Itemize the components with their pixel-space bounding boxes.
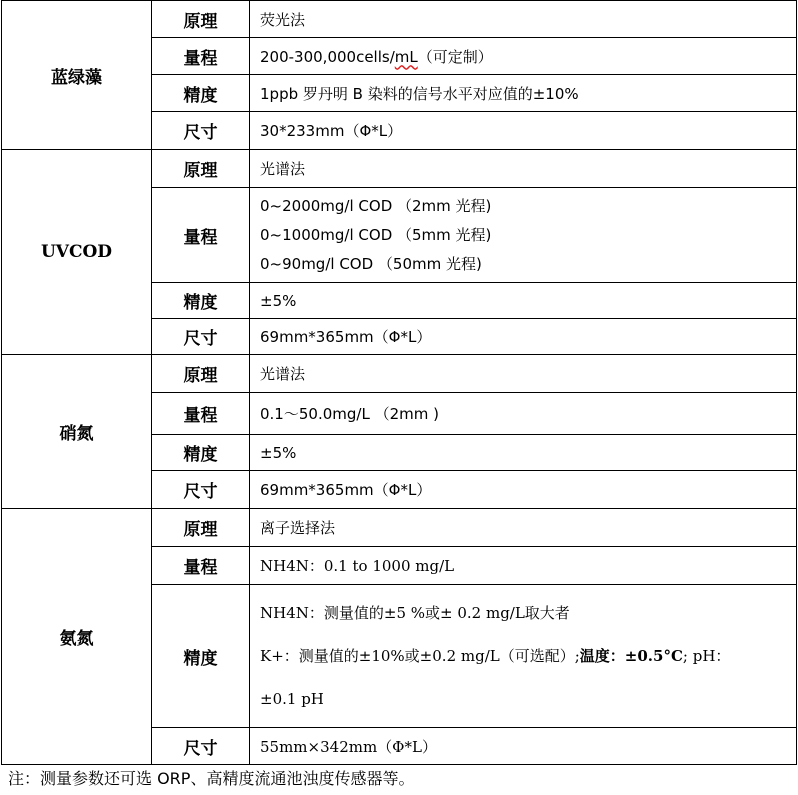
row-label: 量程 xyxy=(152,188,250,283)
table-row xyxy=(2,355,797,393)
row-label: 精度 xyxy=(152,75,250,112)
footnote: 注：测量参数还可选 ORP、高精度流通池浊度传感器等。 xyxy=(8,769,415,788)
temperature-accuracy: 温度：±0.5°C xyxy=(579,646,683,665)
table-row xyxy=(2,509,797,547)
row-label: 尺寸 xyxy=(152,471,250,509)
value-text: K+：测量值的±10%或±0.2 mg/L（可选配）; xyxy=(260,646,580,665)
row-label: 精度 xyxy=(152,585,250,728)
row-label: 尺寸 xyxy=(152,728,250,765)
row-value: 光谱法 xyxy=(250,355,797,393)
value-line: NH4N：测量值的±5 %或± 0.2 mg/L取大者 xyxy=(260,603,570,622)
row-value: NH4N：0.1 to 1000 mg/L xyxy=(250,547,797,585)
value-line xyxy=(260,635,796,678)
row-label: 原理 xyxy=(152,150,250,188)
row-label: 量程 xyxy=(152,38,250,75)
category-cell: 硝氮 xyxy=(2,355,152,509)
row-value: 光谱法 xyxy=(250,150,797,188)
row-label: 量程 xyxy=(152,393,250,435)
value-line: 0~2000mg/l COD （2mm 光程) xyxy=(260,196,492,215)
row-value: 69mm*365mm（Φ*L） xyxy=(250,319,797,355)
row-value xyxy=(250,38,797,75)
row-value xyxy=(250,585,797,728)
spec-table xyxy=(1,0,797,765)
category-cell: 蓝绿藻 xyxy=(2,1,152,150)
category-cell: 氨氮 xyxy=(2,509,152,765)
row-value: 1ppb 罗丹明 B 染料的信号水平对应值的±10% xyxy=(250,75,797,112)
row-value: ±5% xyxy=(250,283,797,319)
row-value: 离子选择法 xyxy=(250,509,797,547)
row-value: 55mm×342mm（Φ*L） xyxy=(250,728,797,765)
value-line: 0~90mg/l COD （50mm 光程) xyxy=(260,254,482,273)
row-value: 0.1～50.0mg/L （2mm ) xyxy=(250,393,797,435)
value-text: （可定制） xyxy=(417,47,493,66)
row-value: 69mm*365mm（Φ*L） xyxy=(250,471,797,509)
row-value xyxy=(250,188,797,283)
row-label: 量程 xyxy=(152,547,250,585)
row-label: 原理 xyxy=(152,509,250,547)
row-label: 原理 xyxy=(152,355,250,393)
value-line: ±0.1 pH xyxy=(260,689,324,708)
table-row xyxy=(2,150,797,188)
category-cell: UVCOD xyxy=(2,150,152,355)
value-line: 0~1000mg/l COD （5mm 光程) xyxy=(260,225,492,244)
row-value: 30*233mm（Φ*L） xyxy=(250,112,797,150)
table-row xyxy=(2,1,797,38)
row-label: 原理 xyxy=(152,1,250,38)
row-label: 尺寸 xyxy=(152,112,250,150)
row-label: 精度 xyxy=(152,435,250,471)
row-value: 荧光法 xyxy=(250,1,797,38)
value-text: 200-300,000cells/ xyxy=(260,47,395,66)
value-text: ; pH： xyxy=(682,646,731,665)
row-label: 精度 xyxy=(152,283,250,319)
row-label: 尺寸 xyxy=(152,319,250,355)
row-value: ±5% xyxy=(250,435,797,471)
spellcheck-marked-text: mL xyxy=(394,47,418,66)
